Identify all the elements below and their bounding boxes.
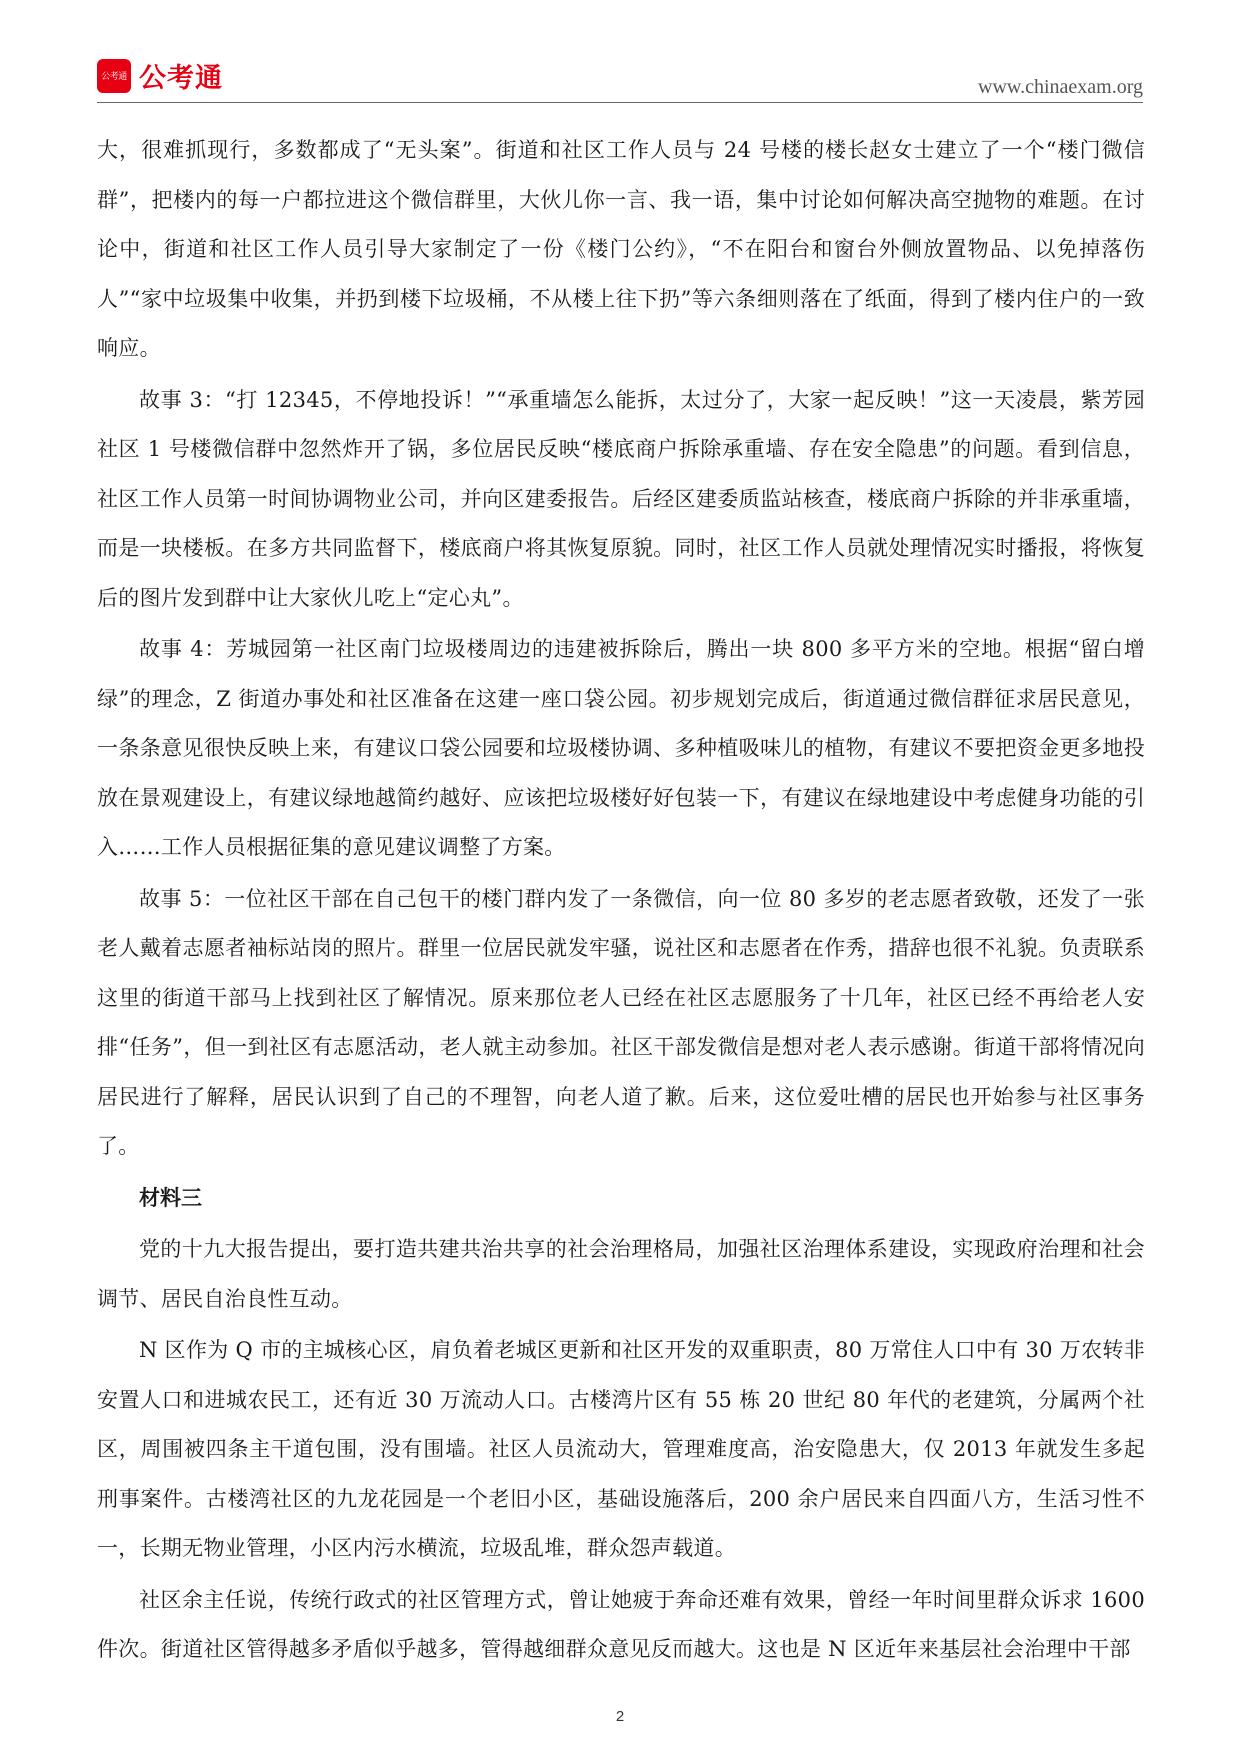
logo-text: 公考通 (139, 63, 223, 94)
paragraph-continued: 大，很难抓现行，多数都成了“无头案”。街道和社区工作人员与 24 号楼的楼长赵女士建立了一个“楼门微信群”，把楼内的每一户都拉进这个微信群里，大伙儿你一言、我一语，集中讨论如何解决高空抛物的难题。在讨论中，街道和社区工作人员引导大家制定了一份《楼门公约》，“不在阳台和窗台外侧放置物品、以免掉落伤人”“家中垃圾集中收集，并扔到楼下垃圾桶，不从楼上往下扔”等六条细则落在了纸面，得到了楼内住户的一致响应。 (97, 138, 1145, 360)
page-number: 2 (615, 1708, 625, 1725)
header-divider (97, 102, 1143, 103)
paragraph-director-yu: 社区余主任说，传统行政式的社区管理方式，曾让她疲于奔命还难有效果，曾经一年时间里群众诉求 1600 件次。街道社区管得越多矛盾似乎越多，管得越细群众意见反而越大。这也是 N 区近年来基层社会治理中干部 (97, 1587, 1145, 1661)
document-body (97, 126, 1145, 1677)
paragraph-district-n: N 区作为 Q 市的主城核心区，肩负着老城区更新和社区开发的双重职责，80 万常住人口中有 30 万农转非安置人口和进城农民工，还有近 30 万流动人口。古楼湾片区有 55 栋 20 世纪 80 年代的老建筑，分属两个社区，周围被四条主干道包围，没有围墙。社区人员流动大，管理难度高，治安隐患大，仅 2013 年就发生多起刑事案件。古楼湾社区的九龙花园是一个老旧小区，基础设施落后，200 余户居民来自四面八方，生活习性不一，长期无物业管理，小区内污水横流，垃圾乱堆，群众怨声载道。 (97, 1338, 1145, 1560)
paragraph-story-5: 故事 5：一位社区干部在自己包干的楼门群内发了一条微信，向一位 80 多岁的老志愿者致敬，还发了一张老人戴着志愿者袖标站岗的照片。群里一位居民就发牢骚，说社区和志愿者在作秀，措辞也很不礼貌。负责联系这里的街道干部马上找到社区了解情况。原来那位老人已经在社区志愿服务了十几年，社区已经不再给老人安排“任务”，但一到社区有志愿活动，老人就主动参加。社区干部发微信是想对老人表示感谢。街道干部将情况向居民进行了解释，居民认识到了自己的不理智，向老人道了歉。后来，这位爱吐槽的居民也开始参与社区事务了。 (97, 886, 1145, 1158)
page-header (97, 56, 1143, 100)
section-heading: 材料三 (139, 1185, 202, 1210)
paragraph-story-4: 故事 4：芳城园第一社区南门垃圾楼周边的违建被拆除后，腾出一块 800 多平方米的空地。根据“留白增绿”的理念，Z 街道办事处和社区准备在这建一座口袋公园。初步规划完成后，街道通过微信群征求居民意见，一条条意见很快反映上来，有建议口袋公园要和垃圾楼协调、多种植吸味儿的植物，有建议不要把资金更多地投放在景观建设上，有建议绿地越简约越好、应该把垃圾楼好好包装一下，有建议在绿地建设中考虑健身功能的引入……工作人员根据征集的意见建议调整了方案。 (97, 637, 1145, 859)
paragraph-story-3: 故事 3：“打 12345，不停地投诉！”“承重墙怎么能拆，太过分了，大家一起反映！”这一天凌晨，紫芳园社区 1 号楼微信群中忽然炸开了锅，多位居民反映“楼底商户拆除承重墙、存在安全隐患”的问题。看到信息，社区工作人员第一时间协调物业公司，并向区建委报告。后经区建委质监站核查，楼底商户拆除的并非承重墙，而是一块楼板。在多方共同监督下，楼底商户将其恢复原貌。同时，社区工作人员就处理情况实时播报，将恢复后的图片发到群中让大家伙儿吃上“定心丸”。 (97, 387, 1145, 610)
brand-logo (97, 56, 223, 95)
site-url: www.chinaexam.org (978, 76, 1143, 98)
logo-badge-icon: 公考通 (97, 59, 131, 93)
paragraph-material-3-intro: 党的十九大报告提出，要打造共建共治共享的社会治理格局，加强社区治理体系建设，实现政府治理和社会调节、居民自治良性互动。 (97, 1237, 1145, 1311)
